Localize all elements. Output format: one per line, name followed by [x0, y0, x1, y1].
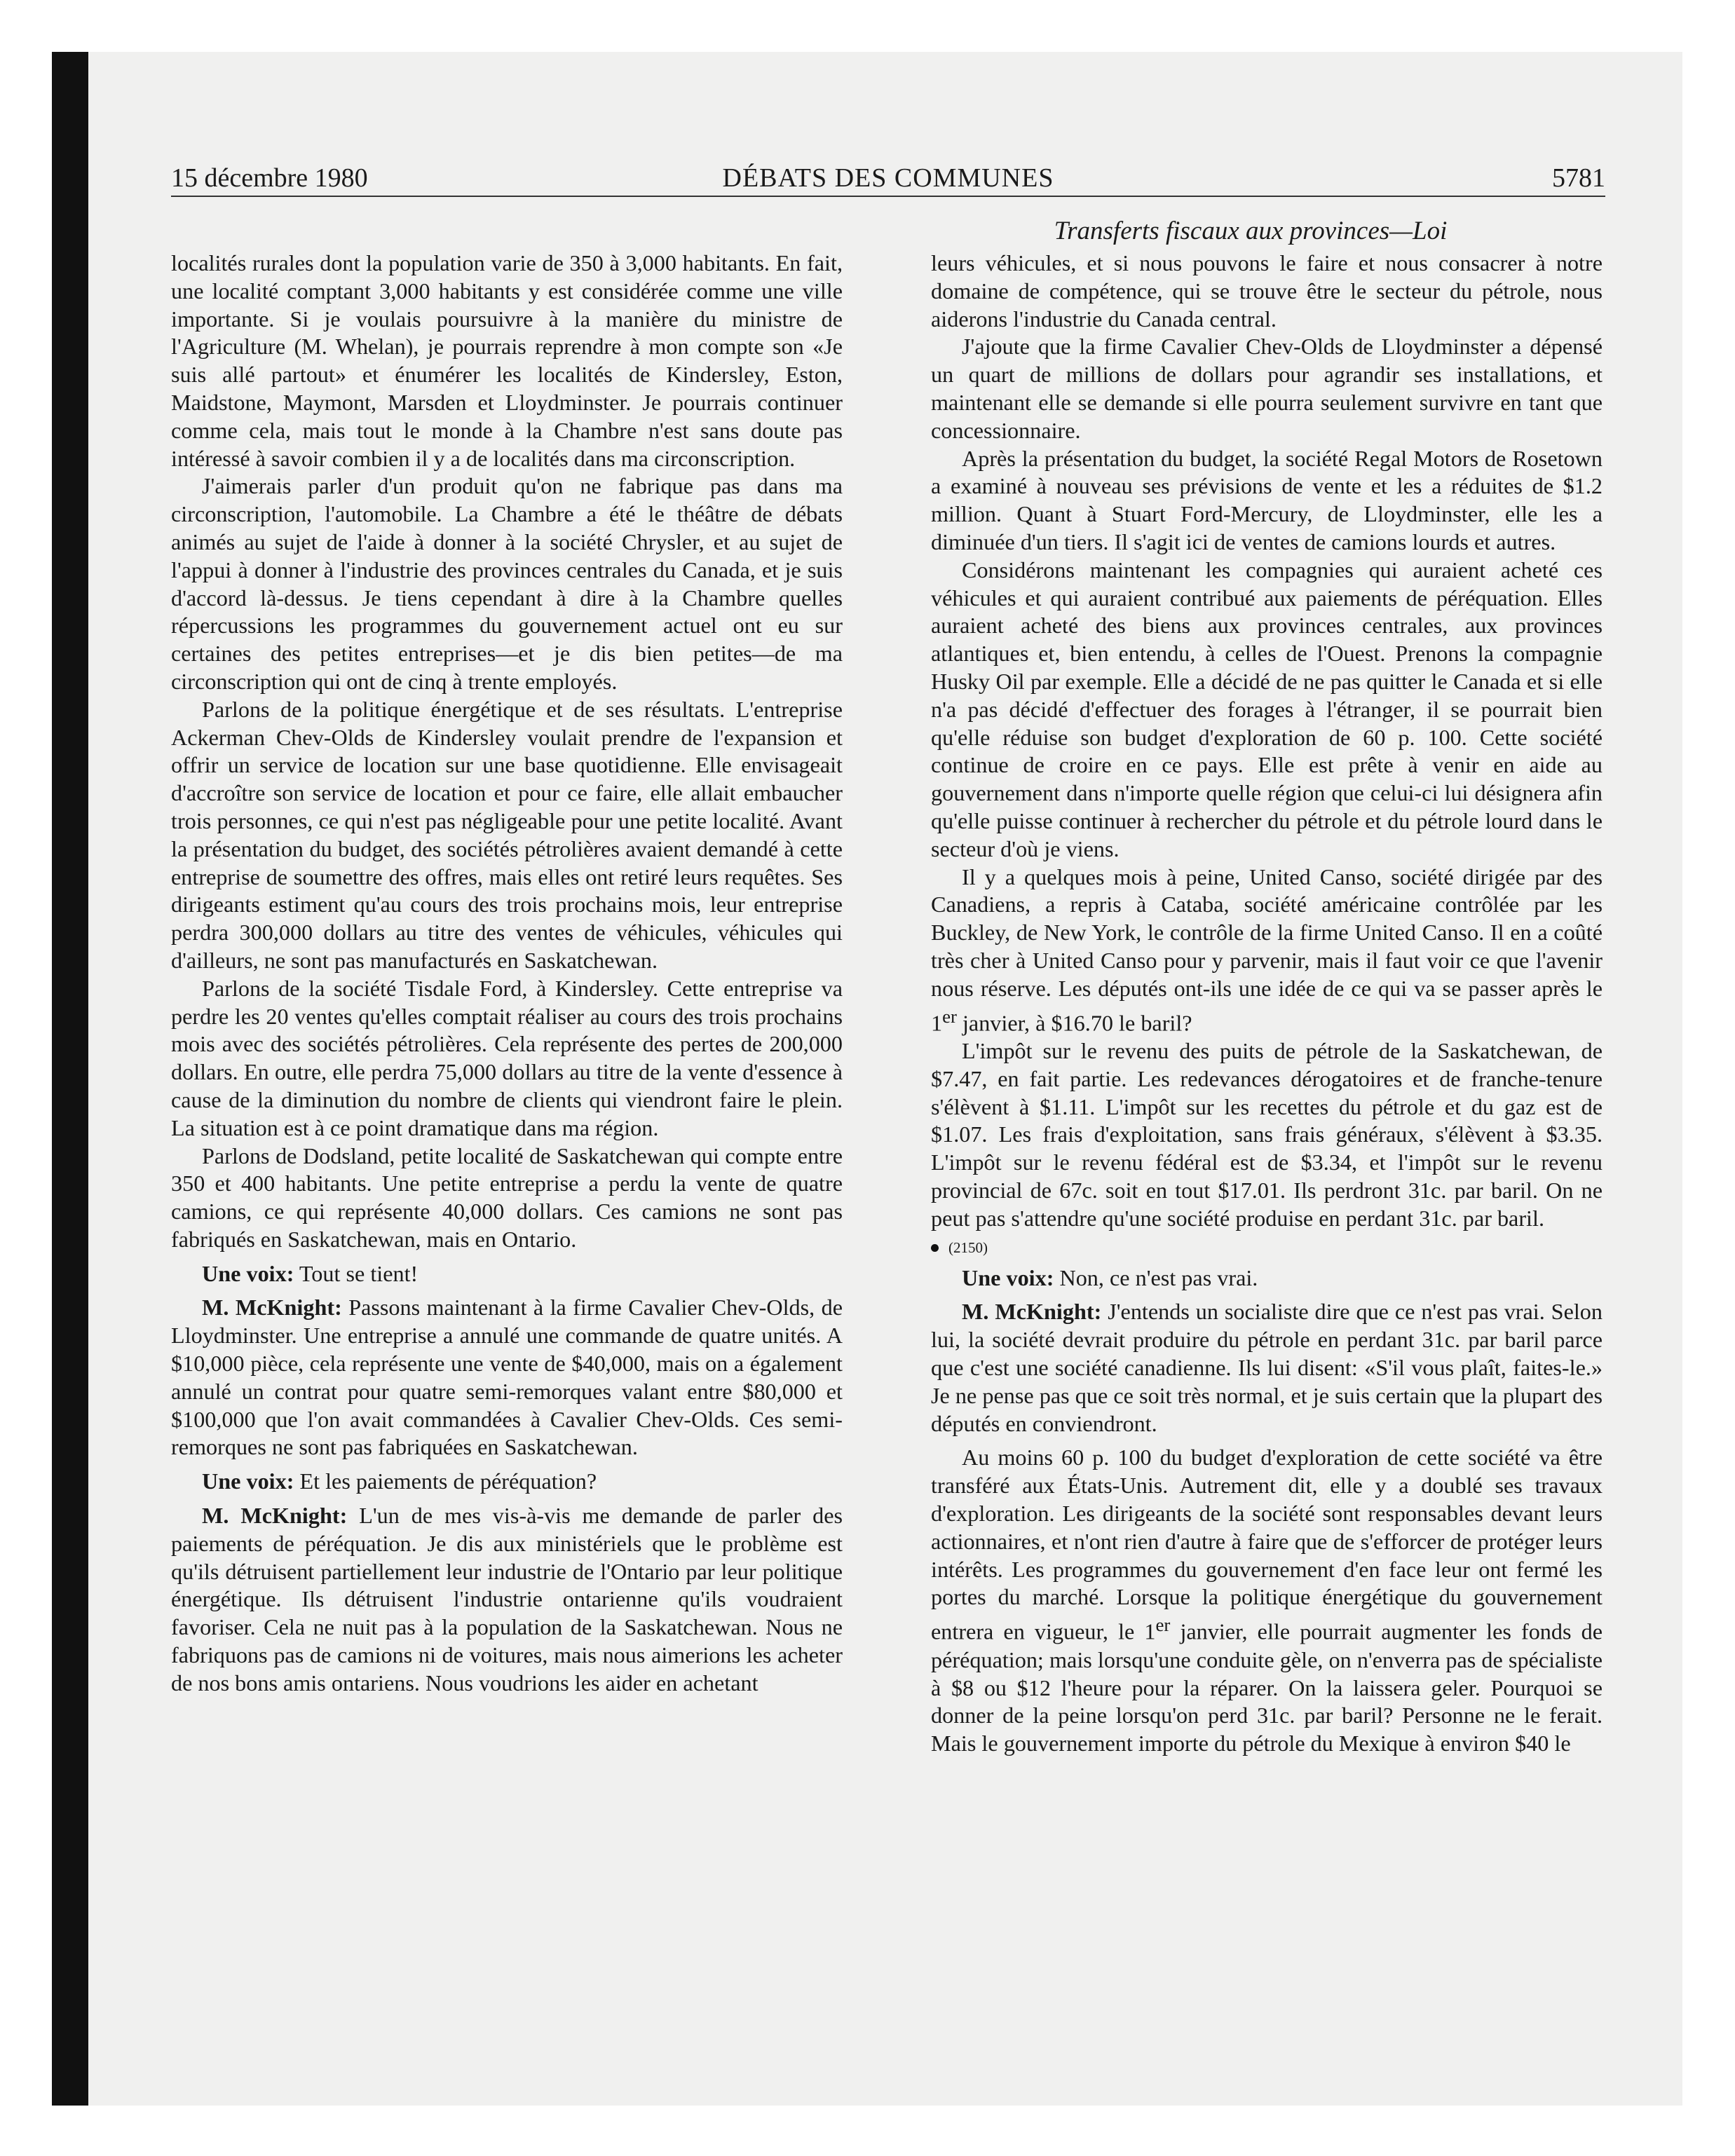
speech: [171, 1468, 843, 1496]
paragraph: Considérons maintenant les compagnies qui auraient acheté ces véhicules et qui auraient contribué aux paiements de péréquation. Elles auraient acheté des biens aux provinces centrales, aux provinces atlantiques et, bien entendu, à celles de l'Ouest. Prenons la compagnie Husky Oil par exemple. Elle a décidé de ne pas quitter le Canada et si elle n'a pas décidé d'effectuer des forages à l'étranger, il se pourrait bien qu'elle réduise son budget d'exploration de 60 p. 100. Cette société continue de croire en ce pays. Elle est prête à venir en aide au gouvernement dans n'importe quelle région que celui-ci lui désignera afin qu'elle puisse continuer à rechercher du pétrole et du pétrole lourd dans le secteur d'où je viens.: [931, 557, 1603, 861]
speaker-name: M. McKnight:: [202, 1503, 348, 1529]
paragraph: Parlons de Dodsland, petite localité de Saskatchewan qui compte entre 350 et 400 habitants. Une petite entreprise a perdu la vente de quatre camions, ce qui représente 40,000 dollars. Ces camions ne sont pas fabriqués en Saskatchewan, mais en Ontario.: [171, 1142, 843, 1252]
speech: [931, 1298, 1603, 1438]
speech-text: J'entends un socialiste dire que ce n'est pas vrai. Selon lui, la société devrait produire du pétrole en perdant 31c. par baril parce que c'est une société canadienne. Ils lui disent: «S'il vous plaît, faites-le.» Je ne pense pas que ce soit très normal, et je suis certain que la plupart des députés en conviendront.: [931, 1299, 1603, 1436]
paragraph: L'impôt sur le revenu des puits de pétrole de la Saskatchewan, de $7.47, en fait partie. Les redevances dérogatoires et de franche-tenure s'élèvent à $1.11. L'impôt sur les recettes du pétrole et du gaz est de $1.07. Les frais d'exploitation, sans frais généraux, s'élèvent à $3.35. L'impôt sur le revenu fédéral est de $3.34, et l'impôt sur le revenu provincial de 67c. soit en tout $17.01. Ils perdront 31c. par baril. On ne peut pas s'attendre qu'une société produise en perdant 31c. par baril.: [931, 1038, 1603, 1231]
speaker-name: Une voix:: [962, 1264, 1054, 1290]
speech: [171, 1260, 843, 1288]
speech-text: Passons maintenant à la firme Cavalier Chev-Olds, de Lloydminster. Une entreprise a annulé une commande de quatre unités. A $10,000 pièce, cela représente une vente de $40,000, mais on a également annulé un contrat pour quatre semi-remorques valant entre $80,000 et $100,000 que l'on avait commandées à Cavalier Chev-Olds. Ces semi-remorques ne sont pas fabriquées en Saskatchewan.: [171, 1295, 843, 1460]
right-column: [931, 250, 1603, 1758]
speaker-name: Une voix:: [202, 1260, 294, 1286]
header-page-number: 5781: [1552, 163, 1605, 193]
paragraph: leurs véhicules, et si nous pouvons le faire et nous consacrer à notre domaine de compétence, qui se trouve être le secteur du pétrole, nous aiderons l'industrie du Canada central.: [931, 250, 1603, 332]
paragraph-text: Au moins 60 p. 100 du budget d'exploration de cette société va être transféré aux États-Unis. Autrement dit, elle y a doublé ses travaux d'exploration. Les dirigeants de la société sont responsables devant leurs actionnaires, et n'ont rien d'autre à faire que de s'efforcer de protéger leurs intérêts. Les programmes du gouvernement d'en face leur ont fermé les portes du marché. Lorsque la politique énergétique du gouvernement entrera en vigueur, le 1: [931, 1445, 1603, 1644]
speech: [171, 1294, 843, 1461]
speaker-name: M. McKnight:: [962, 1299, 1102, 1325]
speaker-name: Une voix:: [202, 1468, 294, 1494]
speech-text: Non, ce n'est pas vrai.: [1059, 1264, 1258, 1290]
page-header: [171, 161, 1605, 197]
speech-text: Tout se tient!: [299, 1260, 419, 1286]
header-date: 15 décembre 1980: [171, 163, 368, 193]
left-column: [171, 250, 843, 1698]
paragraph: Après la présentation du budget, la société Regal Motors de Rosetown a examiné à nouveau ses prévisions de vente et les a réduites de $1.2 million. Quant à Stuart Ford-Mercury, de Lloydminster, elle les a diminuée d'un tiers. Il s'agit ici de ventes de camions lourds et autres.: [931, 445, 1603, 554]
paragraph-text: Il y a quelques mois à peine, United Canso, société dirigée par des Canadiens, a repris à Cataba, société américaine contrôlée par les Buckley, de New York, le contrôle de la firme United Canso. Il en a coûté très cher à United Canso pour y parvenir, mais il faut voir ce que l'avenir nous réserve. Les députés ont-ils une idée de ce qui va se passer après le 1: [931, 864, 1603, 1036]
speech-text: L'un de mes vis-à-vis me demande de parler des paiements de péréquation. Je dis aux ministériels que le problème est qu'ils détruisent partiellement leur industrie de l'Ontario par leur politique énergétique. Ils détruisent l'industrie ontarienne qu'ils voudraient favoriser. Cela ne nuit pas à la population de la Saskatchewan. Nous ne fabriquons pas de camions ni de voitures, mais nous aimerions les acheter de nos bons amis ontariens. Nous voudrions les aider en achetant: [171, 1503, 843, 1696]
speech-text: Et les paiements de péréquation?: [299, 1468, 597, 1494]
paragraph: Parlons de la politique énergétique et de ses résultats. L'entreprise Ackerman Chev-Olds de Kindersley voulait prendre de l'expansion et offrir un service de location sur une base quotidienne. Elle envisageait d'accroître son service de location et pour ce faire, elle allait embaucher trois personnes, ce qui n'est pas négligeable pour une petite localité. Avant la présentation du budget, des sociétés pétrolières avaient demandé à cette entreprise de soumettre des offres, mais elles ont retiré leurs requêtes. Ses dirigeants estiment qu'au cours des trois prochains mois, leur entreprise perdra 300,000 dollars au titre des ventes de véhicules, véhicules qui d'ailleurs, ne sont pas manufacturés en Saskatchewan.: [171, 696, 843, 973]
running-title: Transferts fiscaux aux provinces—Loi: [1054, 217, 1448, 245]
paragraph-text: janvier, à $16.70 le baril?: [956, 1010, 1192, 1036]
paragraph: localités rurales dont la population varie de 350 à 3,000 habitants. En fait, une localité comptant 3,000 habitants y est considérée comme une ville importante. Si je voulais poursuivre à la manière du ministre de l'Agriculture (M. Whelan), je pourrais reprendre à mon compte son «Je suis allé partout» et énumérer les localités de Kindersley, Eston, Maidstone, Maymont, Marsden et Lloydminster. Je pourrais continuer comme cela, mais tout le monde à la Chambre n'est sans doute pas intéressé à savoir combien il y a de localités dans ma circonscription.: [171, 250, 843, 471]
paragraph: [931, 1444, 1603, 1758]
paragraph: Parlons de la société Tisdale Ford, à Kindersley. Cette entreprise va perdre les 20 ventes qu'elles comptait réaliser au cours des trois prochains mois avec des sociétés pétrolières. Cela représente des pertes de 200,000 dollars. En outre, elle perdra 75,000 dollars au titre de la vente d'essence à cause de la diminution du nombre de clients qui viendront faire le plein. La situation est à ce point dramatique dans ma région.: [171, 975, 843, 1140]
speaker-name: M. McKnight:: [202, 1295, 342, 1321]
time-marker-text: (2150): [948, 1239, 988, 1256]
paragraph: [931, 864, 1603, 1038]
speech: [931, 1264, 1603, 1292]
scan-edge-shadow: [52, 52, 88, 2106]
time-marker: [931, 1237, 1603, 1258]
paragraph-text: janvier, elle pourrait augmenter les fonds de péréquation; mais lorsqu'une conduite gèle, on n'enverra pas de spécialiste à $8 ou $12 l'heure pour la réparer. On la laissera geler. Pourquoi se donner de la peine lorsqu'on perd 31c. par baril? Personne ne le ferait. Mais le gouvernement importe du pétrole du Mexique à environ $40 le: [931, 1618, 1603, 1756]
superscript: er: [1155, 1614, 1171, 1636]
bullet-dot-icon: [931, 1244, 939, 1252]
paragraph: J'aimerais parler d'un produit qu'on ne fabrique pas dans ma circonscription, l'automobile. La Chambre a été le théâtre de débats animés au sujet de l'aide à donner à la société Chrysler, et au sujet de l'appui à donner à l'industrie des provinces centrales du Canada, et je suis d'accord là-dessus. Je tiens cependant à dire à la Chambre quelles répercussions les programmes du gouvernement actuel ont eu sur certaines des petites entreprises—et je dis bien petites—de ma circonscription qui ont de cinq à trente employés.: [171, 473, 843, 694]
header-journal-title: DÉBATS DES COMMUNES: [722, 163, 1054, 193]
paragraph: J'ajoute que la firme Cavalier Chev-Olds de Lloydminster a dépensé un quart de millions de dollars pour agrandir ses installations, et maintenant elle se demande si elle pourra seulement survivre en tant que concessionnaire.: [931, 334, 1603, 443]
speech: [171, 1502, 843, 1698]
superscript: er: [942, 1005, 957, 1027]
